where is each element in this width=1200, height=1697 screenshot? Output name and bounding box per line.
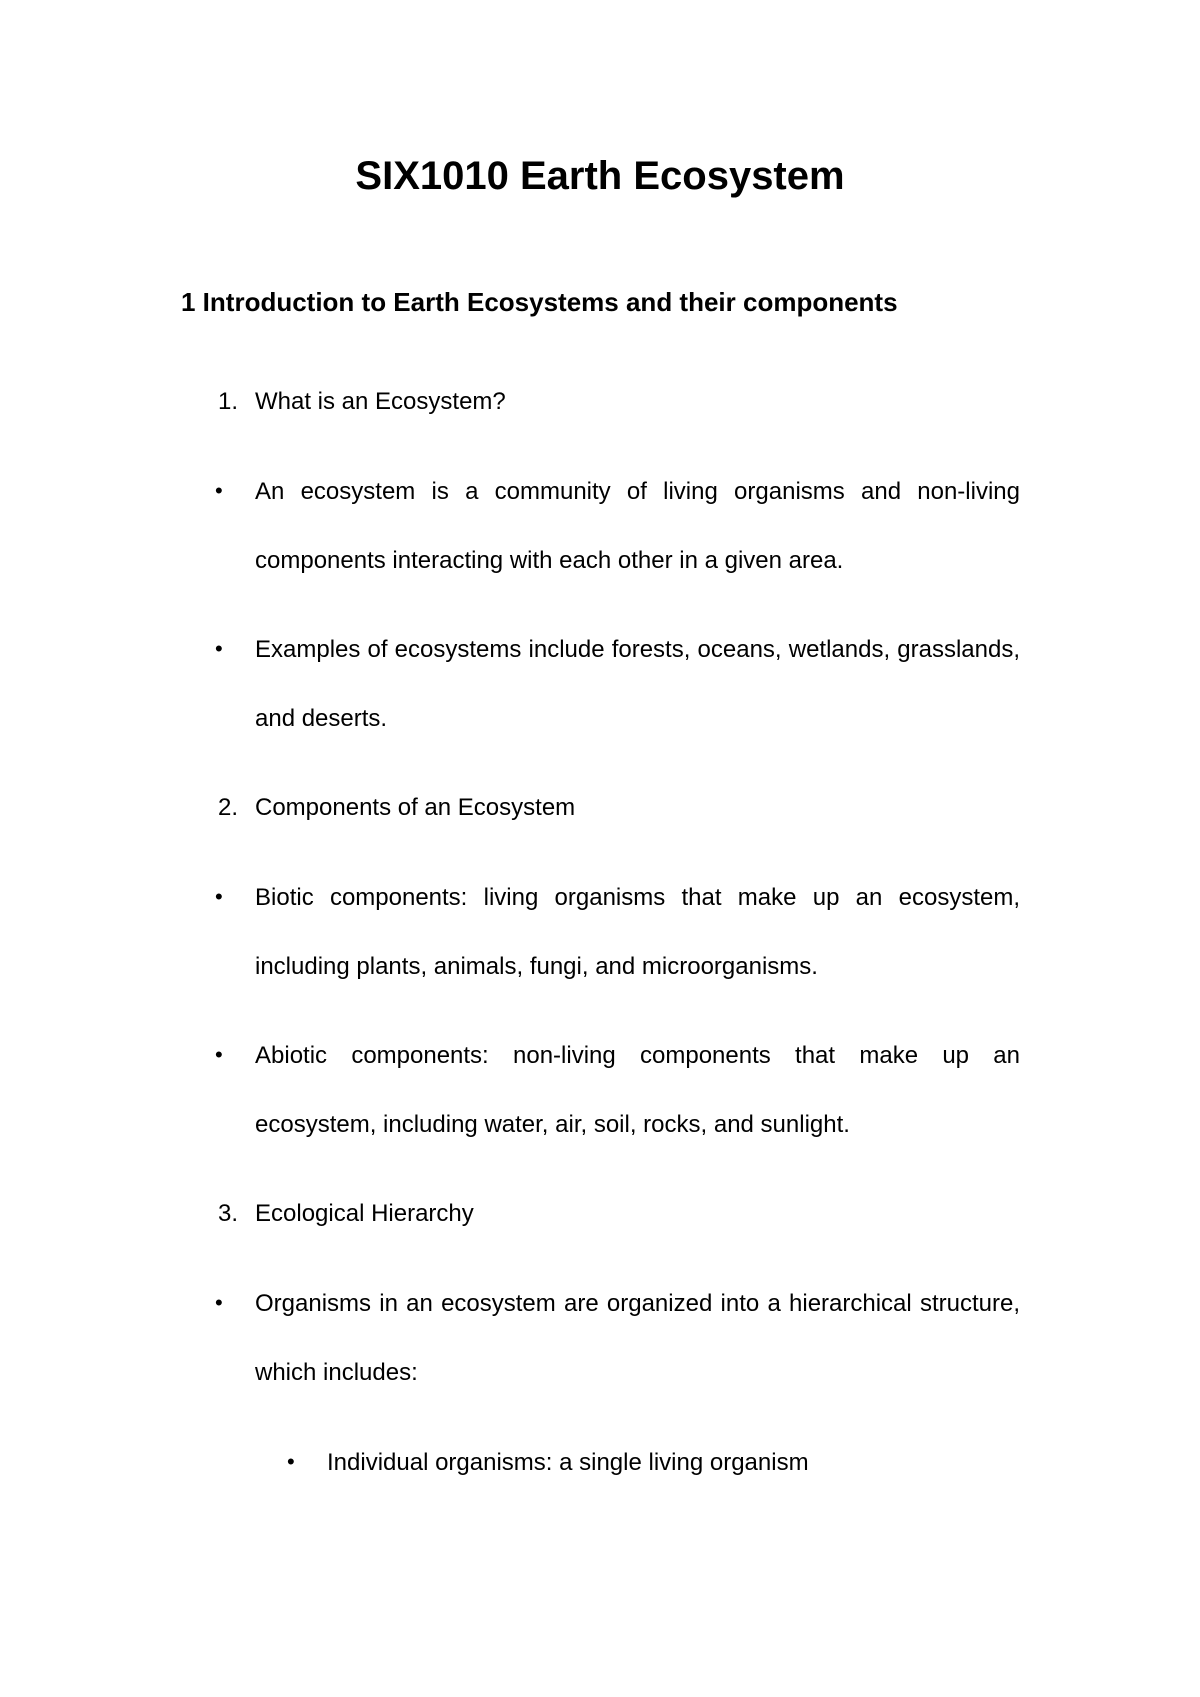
- list-number: 1.: [218, 388, 239, 415]
- list-number: 2.: [218, 794, 239, 821]
- list-item-text: What is an Ecosystem?: [255, 388, 506, 415]
- bullet-marker: •: [215, 478, 223, 503]
- list-item-text: Components of an Ecosystem: [255, 794, 576, 821]
- list-item-text: Examples of ecosystems include forests, oceans, wetlands, grasslands, and deserts.: [255, 636, 1020, 732]
- bullet-marker: •: [215, 636, 223, 661]
- section-heading: 1 Introduction to Earth Ecosystems and their components: [181, 287, 898, 317]
- bullet-marker: •: [215, 1042, 223, 1067]
- list-number: 3.: [218, 1200, 239, 1227]
- list-item-text: Biotic components: living organisms that make up an ecosystem, including plants, animals, fungi, and microorganisms.: [255, 884, 1020, 980]
- list-item-text: Abiotic components: non-living components that make up an ecosystem, including water, air, soil, rocks, and sunlight.: [255, 1042, 1020, 1138]
- list-item-text: Individual organisms: a single living organism: [327, 1449, 809, 1476]
- bullet-marker: •: [215, 1290, 223, 1315]
- list-item-text: Organisms in an ecosystem are organized into a hierarchical structure, which includes:: [255, 1290, 1020, 1386]
- bullet-marker: •: [287, 1449, 295, 1474]
- document-title: SIX1010 Earth Ecosystem: [355, 154, 845, 198]
- list-item-text: Ecological Hierarchy: [255, 1200, 474, 1227]
- list-item-text: An ecosystem is a community of living organisms and non-living components interacting with each other in a given area.: [255, 478, 1020, 574]
- bullet-marker: •: [215, 884, 223, 909]
